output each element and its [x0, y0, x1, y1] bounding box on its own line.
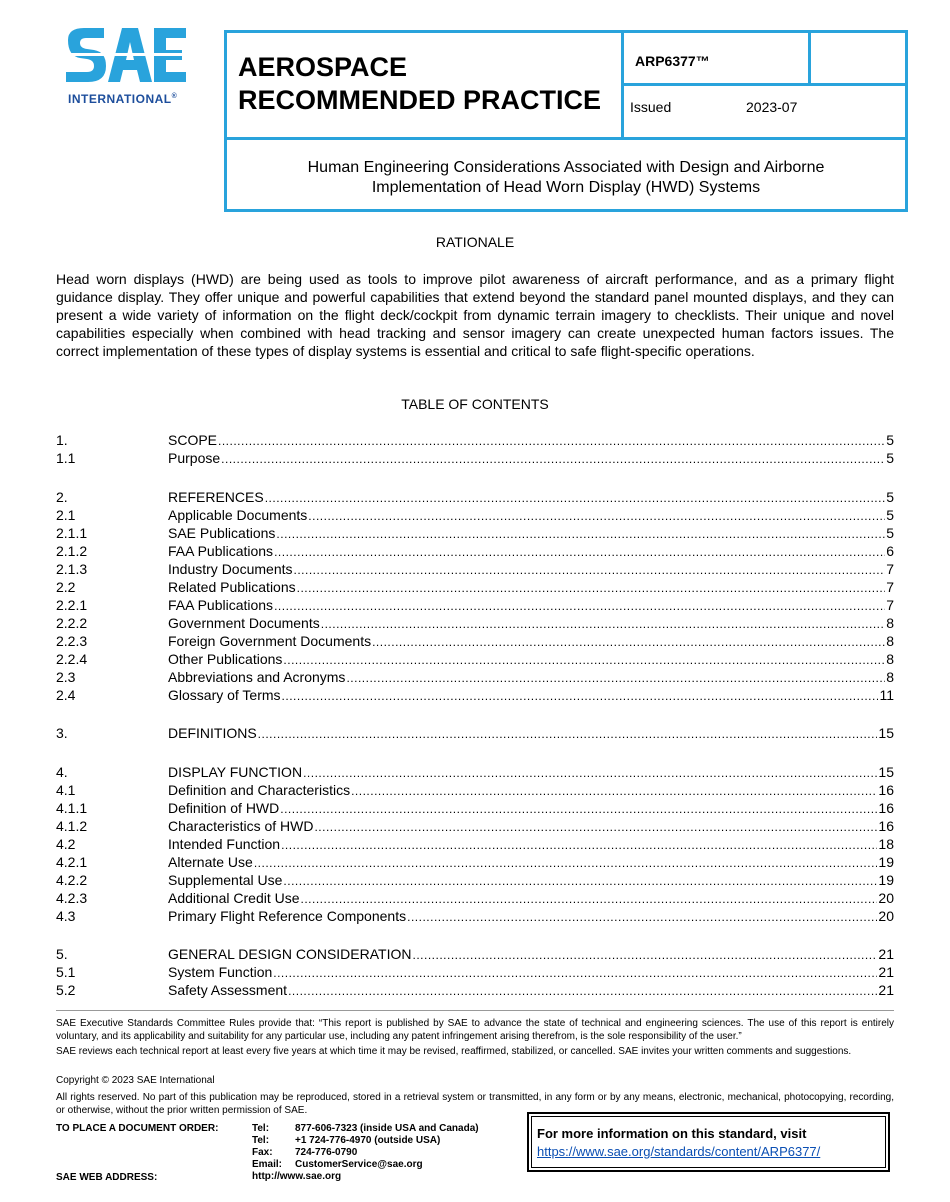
toc-entry[interactable] — [56, 632, 894, 650]
toc-section-title: SAE Publications — [168, 525, 276, 541]
toc-entry[interactable] — [56, 763, 894, 781]
toc-page-number: 20 — [878, 908, 894, 924]
email-link[interactable]: CustomerService@sae.org — [295, 1159, 423, 1170]
toc-section-title: Related Publications — [168, 579, 296, 595]
toc-page-number: 20 — [878, 890, 894, 906]
toc-section-number: 2.2 — [56, 579, 76, 595]
toc-section-title: Supplemental Use — [168, 872, 283, 888]
toc-section-title: Government Documents — [168, 615, 320, 631]
toc-entry[interactable] — [56, 835, 894, 853]
toc-section-number: 2.2.2 — [56, 615, 88, 631]
footer-divider — [56, 1010, 894, 1011]
toc-leader-dots — [297, 578, 886, 597]
toc-page-number: 8 — [886, 633, 894, 649]
standard-link[interactable]: https://www.sae.org/standards/content/ARP6377/ — [537, 1144, 821, 1159]
toc-leader-dots — [407, 907, 877, 926]
toc-leader-dots — [254, 853, 878, 872]
toc-section-title: FAA Publications — [168, 543, 274, 559]
toc-entry[interactable] — [56, 889, 894, 907]
toc-section-number: 2.2.4 — [56, 651, 88, 667]
toc-leader-dots — [303, 763, 877, 782]
toc-leader-dots — [281, 835, 877, 854]
toc-section-title: Intended Function — [168, 836, 281, 852]
toc-entry[interactable] — [56, 560, 894, 578]
more-info-heading: For more information on this standard, visit — [537, 1126, 807, 1141]
toc-entry[interactable] — [56, 817, 894, 835]
toc-section-number: 5. — [56, 946, 68, 962]
toc-section-number: 2.1.1 — [56, 525, 88, 541]
logo-subtitle: INTERNATIONAL® — [68, 92, 178, 106]
toc-leader-dots — [308, 506, 885, 525]
document-type-line1: AEROSPACE — [238, 52, 408, 82]
toc-section-title: Industry Documents — [168, 561, 293, 577]
toc-entry[interactable] — [56, 963, 894, 981]
toc-leader-dots — [301, 889, 878, 908]
review-text: SAE reviews each technical report at least every five years at which time it may be revised, reaffirmed, stabilized, or cancelled. SAE invites your written comments and suggestions. — [56, 1046, 852, 1057]
document-type-line2: RECOMMENDED PRACTICE — [238, 85, 602, 115]
toc-section-number: 5.1 — [56, 964, 76, 980]
toc-page-number: 5 — [886, 432, 894, 448]
toc-leader-dots — [221, 449, 885, 468]
fax: 724-776-0790 — [295, 1147, 358, 1158]
toc-section-number: 4.2 — [56, 836, 76, 852]
contact-row — [252, 1171, 479, 1183]
toc-section-number: 4.3 — [56, 908, 76, 924]
toc-leader-dots — [283, 650, 885, 669]
toc-page-number: 5 — [886, 489, 894, 505]
toc-entry[interactable] — [56, 650, 894, 668]
rationale-heading: RATIONALE — [435, 234, 515, 250]
toc-entry[interactable] — [56, 488, 894, 506]
toc-section-title: Additional Credit Use — [168, 890, 300, 906]
contact-row: Tel: +1 724-776-4970 (outside USA) — [252, 1135, 441, 1146]
copyright: Copyright © 2023 SAE International — [56, 1075, 215, 1086]
more-info-box — [527, 1112, 890, 1172]
toc-entry[interactable] — [56, 542, 894, 560]
contact-row: Fax: 724-776-0790 — [252, 1147, 358, 1158]
toc-entry[interactable] — [56, 449, 894, 467]
toc-page-number: 16 — [878, 818, 894, 834]
toc-entry[interactable] — [56, 799, 894, 817]
toc-section-number: 4.1.1 — [56, 800, 88, 816]
toc-section-title: FAA Publications — [168, 597, 274, 613]
toc-section-number: 4.2.1 — [56, 854, 88, 870]
contact-row: Email: CustomerService@sae.org — [252, 1159, 423, 1170]
toc-section-title: Characteristics of HWD — [168, 818, 314, 834]
toc-section-title: Safety Assessment — [168, 982, 288, 998]
toc-leader-dots — [265, 488, 886, 507]
toc-section-number: 4. — [56, 764, 68, 780]
toc-leader-dots — [274, 596, 885, 615]
issued-date: 2023-07 — [746, 99, 798, 115]
toc-section-number: 2.2.3 — [56, 633, 88, 649]
toc-entry[interactable] — [56, 981, 894, 999]
toc-section-number: 4.1 — [56, 782, 76, 798]
toc-leader-dots — [346, 668, 885, 687]
toc-page-number: 7 — [886, 579, 894, 595]
toc-leader-dots — [274, 542, 885, 561]
toc-section-title: Abbreviations and Acronyms — [168, 669, 346, 685]
toc-entry[interactable] — [56, 724, 894, 742]
toc-section-title: Applicable Documents — [168, 507, 308, 523]
toc-section-number: 3. — [56, 725, 68, 741]
toc-entry[interactable] — [56, 431, 894, 449]
toc-section-number: 2.1.2 — [56, 543, 88, 559]
order-label: TO PLACE A DOCUMENT ORDER: — [56, 1123, 219, 1134]
toc-page-number: 8 — [886, 651, 894, 667]
toc-section-title: SCOPE — [168, 432, 218, 448]
toc-page-number: 15 — [878, 725, 894, 741]
toc-page-number: 21 — [878, 964, 894, 980]
rationale-text: Head worn displays (HWD) are being used as tools to improve pilot awareness of aircraft performance, and as a primary flight guidance display. They offer unique and powerful capabilities that extend beyond the standard panel mounted displays, and they can present a wide variety of information on the flight deck/cockpit from dynamic terrain imagery to checklists. Their unique and novel capabilities especially when combined with head tracking and sensor imagery can create unexpected human factors issues. The correct implementation of these types of display systems is essential and critical to safe flight-specific operations. — [56, 271, 894, 359]
toc-page-number: 18 — [878, 836, 894, 852]
toc-section-title: System Function — [168, 964, 273, 980]
toc-leader-dots — [218, 431, 885, 450]
toc-section-number: 2. — [56, 489, 68, 505]
toc-section-title: REFERENCES — [168, 489, 264, 505]
toc-page-number: 8 — [886, 615, 894, 631]
toc-leader-dots — [258, 724, 878, 743]
toc-page-number: 5 — [886, 525, 894, 541]
toc-section-title: DISPLAY FUNCTION — [168, 764, 303, 780]
toc-page-number: 19 — [878, 854, 894, 870]
toc-section-number: 2.4 — [56, 687, 76, 703]
toc-section-number: 4.1.2 — [56, 818, 88, 834]
toc-entry[interactable] — [56, 781, 894, 799]
toc-entry[interactable] — [56, 524, 894, 542]
toc-page-number: 5 — [886, 507, 894, 523]
sae-website-link[interactable]: http://www.sae.org — [252, 1171, 342, 1182]
toc-entry[interactable] — [56, 686, 894, 704]
toc-leader-dots — [273, 963, 877, 982]
toc-page-number: 21 — [878, 982, 894, 998]
contact-row: Tel: 877-606-7323 (inside USA and Canada) — [252, 1123, 479, 1134]
phone-usa[interactable]: 877-606-7323 (inside USA and Canada) — [295, 1123, 479, 1134]
toc-page-number: 7 — [886, 561, 894, 577]
toc-page-number: 6 — [886, 543, 894, 559]
toc-entry[interactable] — [56, 945, 894, 963]
toc-leader-dots — [280, 799, 877, 818]
toc-page-number: 19 — [878, 872, 894, 888]
web-address-label: SAE WEB ADDRESS: — [56, 1172, 158, 1183]
toc-entry[interactable] — [56, 596, 894, 614]
toc-section-number: 4.2.2 — [56, 872, 88, 888]
toc-heading: TABLE OF CONTENTS — [401, 396, 549, 412]
issued-label: Issued — [630, 99, 672, 115]
toc-page-number: 15 — [878, 764, 894, 780]
toc-entry[interactable] — [56, 853, 894, 871]
table-of-contents — [56, 0, 894, 1000]
document-title-line2: Implementation of Head Worn Display (HWD) Systems — [371, 179, 761, 196]
toc-section-title: Alternate Use — [168, 854, 253, 870]
rights-text: All rights reserved. No part of this publication may be reproduced, stored in a retrieval system or transmitted, in any form or by any means, electronic, mechanical, photocopying, recording, or otherwise, without the prior written permission of SAE. — [56, 1092, 894, 1116]
toc-page-number: 16 — [878, 800, 894, 816]
toc-section-number: 2.3 — [56, 669, 76, 685]
toc-page-number: 11 — [879, 687, 894, 703]
toc-entry[interactable] — [56, 871, 894, 889]
toc-entry[interactable] — [56, 578, 894, 596]
document-title-line1: Human Engineering Considerations Associated with Design and Airborne — [307, 159, 825, 176]
toc-section-title: Definition and Characteristics — [168, 782, 351, 798]
toc-leader-dots — [294, 560, 886, 579]
toc-leader-dots — [282, 686, 879, 705]
toc-entry[interactable] — [56, 907, 894, 925]
toc-section-title: Purpose — [168, 450, 221, 466]
toc-section-title: Foreign Government Documents — [168, 633, 372, 649]
committee-rules-text: SAE Executive Standards Committee Rules provide that: “This report is published by SAE to advance the state of technical and engineering sciences. The use of this report is entirely voluntary, and its applicability and suitability for any particular use, including any patent infringement arising therefrom, is the sole responsibility of the user.” — [56, 1018, 894, 1042]
toc-leader-dots — [351, 781, 877, 800]
toc-section-title: Definition of HWD — [168, 800, 280, 816]
toc-section-number: 2.1 — [56, 507, 76, 523]
contact-info — [252, 1123, 479, 1183]
toc-page-number: 5 — [886, 450, 894, 466]
toc-page-number: 8 — [886, 669, 894, 685]
document-number: ARP6377™ — [635, 53, 710, 69]
toc-leader-dots — [321, 614, 885, 633]
toc-leader-dots — [314, 817, 877, 836]
toc-entry[interactable] — [56, 614, 894, 632]
toc-section-title: GENERAL DESIGN CONSIDERATION — [168, 946, 412, 962]
toc-leader-dots — [372, 632, 885, 651]
toc-section-number: 1.1 — [56, 450, 76, 466]
toc-entry[interactable] — [56, 506, 894, 524]
toc-section-title: Other Publications — [168, 651, 283, 667]
toc-page-number: 16 — [878, 782, 894, 798]
toc-page-number: 21 — [878, 946, 894, 962]
toc-section-number: 5.2 — [56, 982, 76, 998]
toc-section-title: DEFINITIONS — [168, 725, 257, 741]
toc-page-number: 7 — [886, 597, 894, 613]
toc-entry[interactable] — [56, 668, 894, 686]
toc-leader-dots — [412, 945, 877, 964]
toc-section-number: 2.1.3 — [56, 561, 88, 577]
toc-section-number: 2.2.1 — [56, 597, 88, 613]
toc-section-title: Glossary of Terms — [168, 687, 281, 703]
toc-leader-dots — [283, 871, 877, 890]
toc-section-number: 4.2.3 — [56, 890, 88, 906]
toc-leader-dots — [288, 981, 877, 1000]
toc-leader-dots — [276, 524, 885, 543]
phone-intl[interactable]: +1 724-776-4970 (outside USA) — [295, 1135, 441, 1146]
toc-section-title: Primary Flight Reference Components — [168, 908, 407, 924]
toc-section-number: 1. — [56, 432, 68, 448]
